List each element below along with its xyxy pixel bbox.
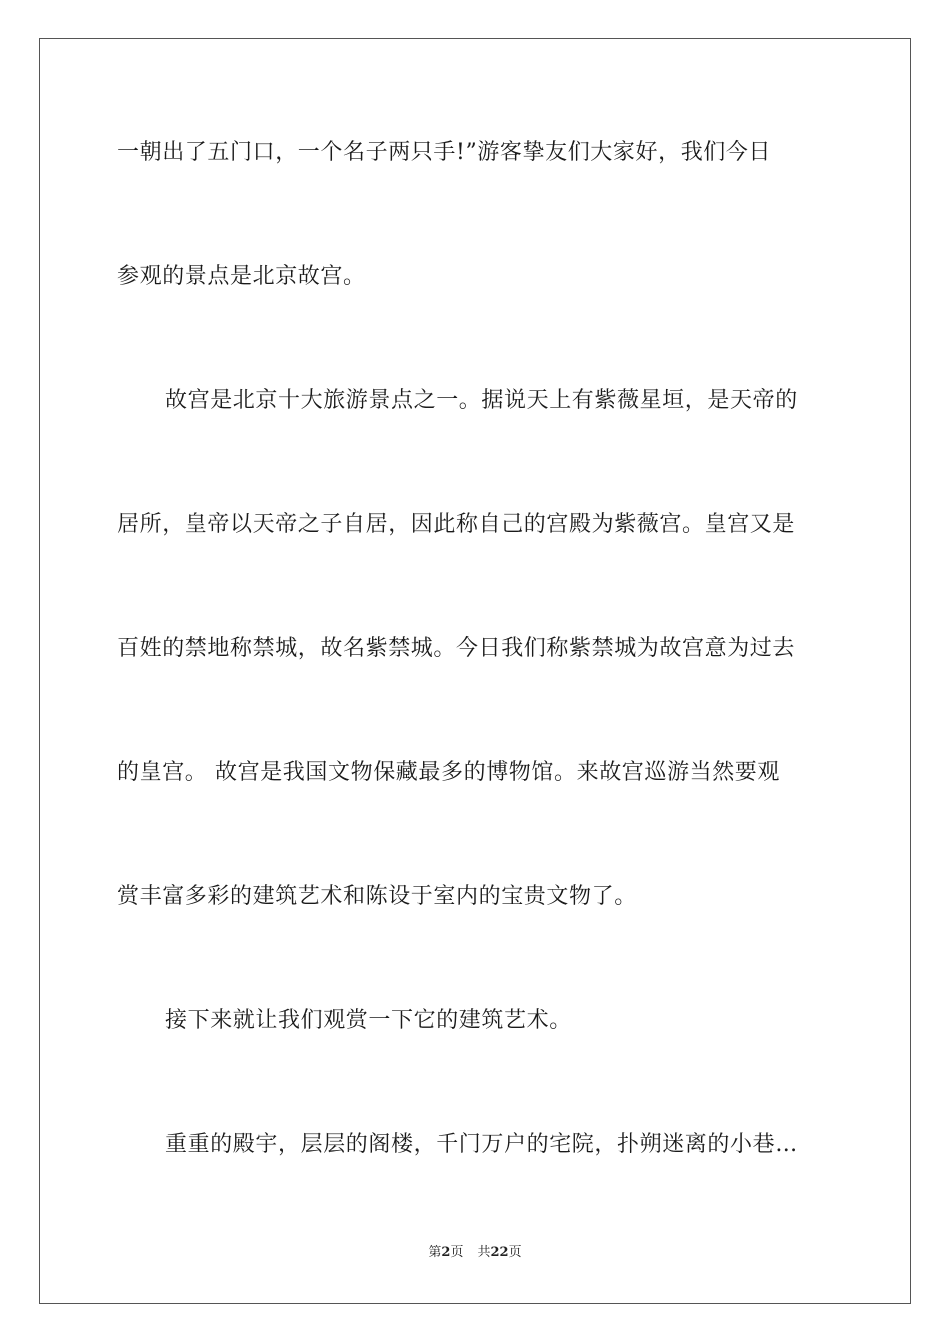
page-border <box>39 38 911 1304</box>
footer-page-suffix: 页 <box>450 1245 464 1260</box>
footer-total-suffix: 页 <box>508 1245 522 1260</box>
body-line-3: 居所，皇帝以天帝之子自居，因此称自己的宫殿为紫薇宫。皇宫又是 <box>117 512 796 537</box>
footer-page-number: 2 <box>441 1245 451 1260</box>
page-footer <box>0 1244 950 1262</box>
paragraph-line-2: 接下来就让我们观赏一下它的建筑艺术。 <box>165 1008 572 1033</box>
body-line-2: 参观的景点是北京故宫。 <box>117 264 366 289</box>
paragraph-line-1: 故宫是北京十大旅游景点之一。据说天上有紫薇星垣，是天帝的 <box>165 388 798 413</box>
footer-page-prefix: 第 <box>428 1245 442 1260</box>
paragraph-line-3: 重重的殿宇，层层的阁楼，千门万户的宅院，扑朔迷离的小巷… <box>165 1132 798 1157</box>
footer-total-pages: 22 <box>490 1245 509 1260</box>
body-line-1: 一朝出了五门口，一个名子两只手!”游客挚友们大家好，我们今日 <box>117 140 772 165</box>
footer-total-prefix: 共 <box>477 1245 491 1260</box>
body-line-4: 百姓的禁地称禁城，故名紫禁城。今日我们称紫禁城为故宫意为过去 <box>117 636 796 661</box>
body-line-5: 的皇宫。 故宫是我国文物保藏最多的博物馆。来故宫巡游当然要观 <box>117 760 780 785</box>
body-line-6: 赏丰富多彩的建筑艺术和陈设于室内的宝贵文物了。 <box>117 884 637 909</box>
